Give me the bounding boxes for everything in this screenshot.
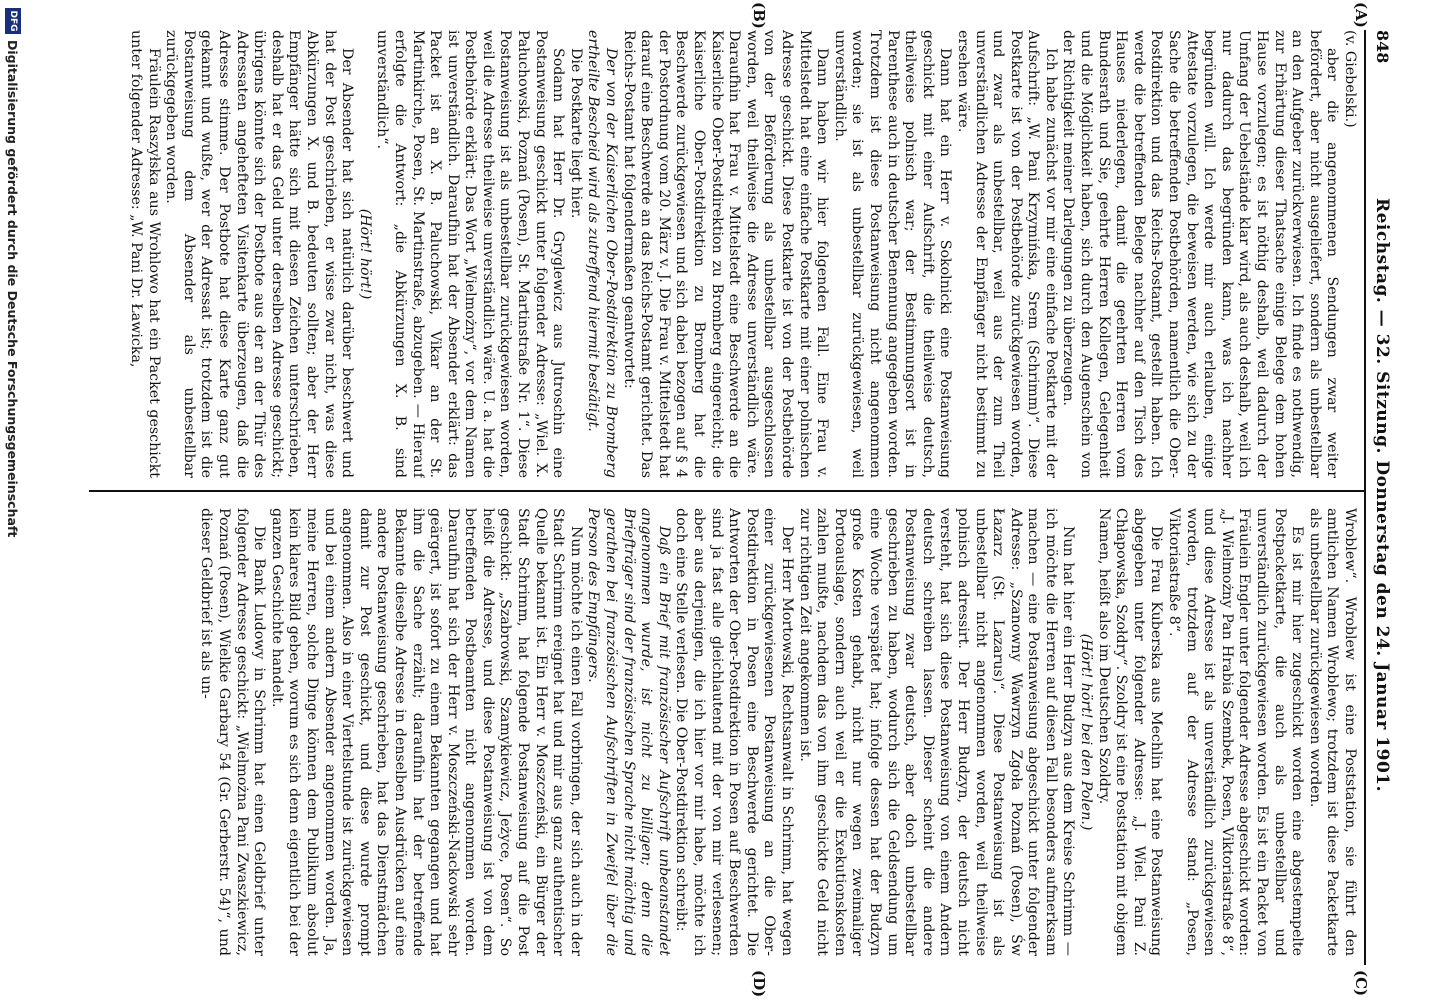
paragraph: Sodann hat Herr Dr. Gryglewicz aus Jutroschin eine Postanweisung geschickt unter folgender Adresse: „Wiel. X. Pałuchowski, Poznań (Posen), St. Martinstraße Nr. 1“. Diese Postanweisung ist als unbestellbar zurückgewiesen worden, weil die Adresse theilweise unverständlich wäre. U. a. hat die Postbehörde erklärt: Das Wort „Wielmożny“, vor dem Namen ist unverständlich. Daraufhin hat der Absender erklärt: das Packet ist an X. B. Paluchowski, Vikar an der St. Martinkirche, Posen, St. Martinstraße, abzugeben. — Hierauf erfolgte die Antwort: „die Abkürzungen X. B. sind unverständlich“. <box>374 30 567 478</box>
header-rule <box>1364 30 1366 965</box>
paragraph: Dann hat ein Herr v. Sokolnicki eine Postanweisung geschickt mit einer Aufschrift, die theilweise deutsch, theilweise polnisch war; der Bestimmungsort ist in Parenthese auch in deutscher Benennung angegeben worden. Trotzdem ist diese Postanweisung nicht angenommen worden; sie ist als unbestellbar zurückgewiesen, weil unverständlich. <box>831 30 954 478</box>
paragraph: (v. Giebelski.) <box>1342 30 1358 128</box>
footer-credit: Digitalisierung gefördert durch die Deutsche Forschungsgemeinschaft <box>5 40 20 538</box>
margin-marker-b: (B) <box>750 2 768 29</box>
paragraph: Nun möchte ich einen Fall vorbringen, der sich auch in der Stadt Schrimm ereignet hat und mir aus ganz authentischer Quelle bekannt ist. Ein Herr v. Moszczeński, ein Bürger der Stadt Schrimm, hat folgende Postanweisung auf die Post geschickt: „Szabrowski, Szamykiewicz, Jeżyce, Posen“. So heißt die Adresse, und diese Postanweisung ist von dem betreffenden Postbeamten nicht angenommen worden. Daraufhin hat sich der Herr v. Moszczeński-Nackowski sehr geärgert, ist sofort zu einem Bekannten gegangen und hat ihm die Sache erzählt; daraufhin hat der betreffende Bekannte dieselbe Adresse in denselben Ausdrücken auf eine andere Postanweisung geschrieben, hat das Dienstmädchen damit zur Post geschickt, und diese wurde prompt angenommen. Also in einer Viertelstunde ist zurückgewiesen und bei einem andern Absender angenommen worden. Ja, meine Herren, solche Dinge können dem Publikum absolut kein klares Bild geben, worum es sich denn eigentlich bei der ganzen Geschichte handelt. <box>268 508 584 956</box>
right-column <box>98 508 1358 956</box>
paragraph: Die Bank Ludowy in Schrimm hat einen Geldbrief unter folgender Adresse geschickt: „Wielmożna Pani Zwaszkiewicz, Poznań (Posen), Wielkie Garbary 54 (Gr. Gerberstr. 54)“, und dieser Geldbrief ist als un- <box>198 508 268 956</box>
paragraph: (Hört! hört! bei den Polen.) <box>1078 633 1095 831</box>
paragraph: Ich habe zunächst vor mir eine einfache Postkarte mit der Aufschrift: „W. Pani Krzymińska, Srem (Schrimm)“. Diese Postkarte ist von der Postbehörde zurückgewiesen worden, und zwar als unbestellbar, weil aus der zum Theil unverständlichen Adresse der Empfänger nicht bestimmt zu ersehen wäre. <box>954 30 1059 478</box>
paragraph: Der Herr Mortowski, Rechtsanwalt in Schrimm, hat wegen einer zurückgewiesenen Postanweisung an die Ober-Postdirektion in Posen eine Beschwerde gerichtet. Die Antworten der Ober-Postdirektion in Posen auf Beschwerden sind ja fast alle gleichlautend mit der von mir verlesenen; aber aus derjenigen, die ich hier vor mir habe, möchte ich doch eine Stelle verlesen. Die Ober-Postdirektion schreibt: <box>673 508 795 956</box>
paragraph: Daß ein Brief mit französischer Aufschrift unbeanstandet angenommen wurde, ist nicht zu billigen; denn die Briefträger sind der französischen Sprache nicht mächtig und gerathen bei französischen Aufschriften in Zweifel über die Person des Empfängers. <box>585 508 672 956</box>
left-column <box>98 30 1358 478</box>
paragraph: Nun hat hier ein Herr Budzyn aus dem Kreise Schrimm — ich möchte die Herren auf diesen Fall besonders aufmerksam machen — eine Postanweisung abgeschickt unter folgender Adresse: „Szanowny Wawrzyn Zgoła Poznań (Posen), Św Łazarz (St. Lazarus)“. Diese Postanweisung ist als unbestellbar nicht angenommen worden, weil theilweise polnisch adressirt. Der Herr Budzyn, der deutsch nicht versteht, hat sich diese Postanweisung von einem Andern deutsch schreiben lassen. Dieser scheint die andere Postanweisung zwar deutsch, aber doch unbestellbar geschrieben zu haben, wodurch sich die Geldsendung um eine Woche verspätet hat; infolge dessen hat der Budzyn große Kosten gehabt, nicht nur wegen zweimaliger Portoauslage, sondern auch weil er die Exekutionskosten zahlen mußte, nachdem das von ihm geschickte Geld nicht zur richtigen Zeit angekommen ist. <box>796 508 1077 956</box>
paragraph: Der von der Kaiserlichen Ober-Postdirektion zu Bromberg ertheilte Bescheid wird als zutreffend hiermit bestätigt. <box>585 30 620 478</box>
margin-marker-a: (A) <box>1352 2 1370 28</box>
dfg-logo-icon: DFG <box>5 8 21 34</box>
paragraph: Wroblew“. Wroblew ist eine Poststation, sie führt den amtlichen Namen Wroblewo; trotzdem ist diese Packetkarte als unbestellbar zurückgewiesen worden. <box>1306 508 1358 956</box>
margin-marker-c: (C) <box>1352 970 1370 997</box>
paragraph: Es ist mir hier zugeschickt worden eine abgestempelte Postpacketkarte, die auch als unbestellbar und unverständlich zurückgewiesen worden. Es ist ein Packet von Fräulein Engler unter folgender Adresse abgeschickt worden: „J. Wielmożny Pan Hrabia Szembek, Posen, Viktoriastraße 8“, und diese Adresse ist als unverständlich zurückgewiesen worden, trotzdem auf der Adresse stand: „Posen, Viktoriastraße 8“. <box>1166 508 1306 956</box>
paragraph: Fräulein Raszyłska aus Wrohlowo hat ein Packet geschickt unter folgender Adresse: „W. Pani Dr. Ławicka, <box>128 30 162 478</box>
paragraph: aber die angenommenen Sendungen zwar weiter befördert, aber nicht ausgeliefert, sondern als unbestellbar an den Aufgeber zurückverwiesen. Ich finde es nothwendig, zur Erhärtung dieser Thatsache einige Belege dem hohen Hause vorzulegen; es ist nöthig deshalb, weil dadurch der Umfang der Uebelstände klar wird, als auch deshalb, weil ich nur dadurch das begründen kann, was ich nachher begründen will. Ich werde mir auch erlauben, einige Attestate vorzulegen, die beweisen werden, wie sich zu der Sache die betreffenden Postbehörden, namentlich die Ober-Postdirektion und das Reichs-Postamt, gestellt haben. Ich werde die betreffenden Belege nachher auf den Tisch des Hauses niederlegen, damit die geehrten Herren vom Bundesrath und Sie, geehrte Herren Kollegen, Gelegenheit und die Möglichkeit haben, sich durch den Augenschein von der Richtigkeit meiner Darlegungen zu überzeugen. <box>1060 30 1341 478</box>
paragraph: Die Frau Kuberska aus Mechlin hat eine Postanweisung abgegeben unter folgender Adresse: „J. Wiel. Pani Z. Chłapowska, Szołdry“. Szoldry ist eine Poststation mit obigem Namen, heißt also im Deutschen Szoldry. <box>1095 508 1165 956</box>
page-title: Reichstag. — 32. Sitzung. Donnerstag den 24. Januar 1901. <box>1372 197 1392 793</box>
margin-marker-d: (D) <box>750 970 768 998</box>
page-number: 848 <box>1373 30 1392 64</box>
page-header <box>1364 30 1392 960</box>
column-divider <box>89 490 1364 492</box>
footer <box>0 0 22 1000</box>
paragraph: (Hört! hört!) <box>356 208 373 300</box>
paragraph: Die Postkarte liegt hier. <box>567 48 584 219</box>
paragraph: Dann haben wir hier folgenden Fall. Eine Frau v. Mittelstedt hat eine einfache Postkarte mit einer polnischen Adresse geschickt. Diese Postkarte ist von der Postbehörde von der Beförderung als unbestellbar ausgeschlossen worden, weil theilweise die Adresse unverständlich wäre. Daraufhin hat Frau v. Mittelstedt eine Beschwerde an die Kaiserliche Ober-Postdirektion zu Bromberg eingereicht; die Kaiserliche Ober-Postdirektion zu Bromberg hat die Beschwerde zurückgewiesen und sich dabei bezogen auf § 4 der Postordnung vom 20. März v. J. Die Frau v. Mittelstedt hat darauf eine Beschwerde an das Reichs-Postamt gerichtet. Das Reichs-Postamt hat folgendermaßen geantwortet: <box>620 30 831 478</box>
paragraph: Der Absender hat sich natürlich darüber beschwert und hat der Post geschrieben, er wisse zwar nicht, was diese Abkürzungen X. und B. bedeuten sollten; aber der Herr Empfänger hätte sich mit diesen Zeichen unterschrieben, deshalb hat er das Geld unter derselben Adresse geschickt; übrigens könnte sich der Postbote aus der an der Thür des Adressaten angehefteten Visitenkarte überzeugen, daß die Adresse stimme. Der Postbote hat diese Karte ganz gut gekannt und wußte, wer der Adressat ist; trotzdem ist die Postanweisung dem Absender als unbestellbar zurückgegeben worden. <box>163 30 356 478</box>
